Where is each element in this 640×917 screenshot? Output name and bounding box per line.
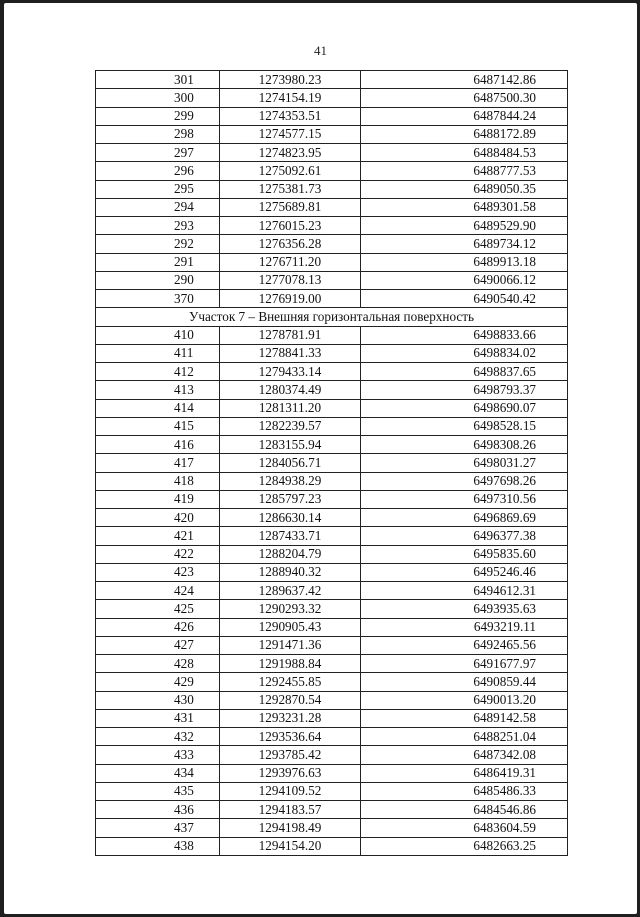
x-coordinate-cell: 1276015.23 bbox=[220, 217, 361, 235]
table-row bbox=[96, 180, 568, 198]
table-row bbox=[96, 144, 568, 162]
x-coordinate-cell: 1287433.71 bbox=[220, 527, 361, 545]
y-coordinate-cell: 6489142.58 bbox=[361, 709, 568, 727]
y-coordinate-cell: 6489913.18 bbox=[361, 253, 568, 271]
x-coordinate-cell: 1293785.42 bbox=[220, 746, 361, 764]
x-coordinate-cell: 1274154.19 bbox=[220, 89, 361, 107]
y-coordinate-cell: 6492465.56 bbox=[361, 636, 568, 654]
point-number-cell: 290 bbox=[96, 271, 220, 289]
table-row bbox=[96, 71, 568, 89]
table-row bbox=[96, 764, 568, 782]
x-coordinate-cell: 1275381.73 bbox=[220, 180, 361, 198]
table-row bbox=[96, 271, 568, 289]
x-coordinate-cell: 1290293.32 bbox=[220, 600, 361, 618]
y-coordinate-cell: 6489301.58 bbox=[361, 198, 568, 216]
section-header-row bbox=[96, 308, 568, 326]
x-coordinate-cell: 1276711.20 bbox=[220, 253, 361, 271]
point-number-cell: 429 bbox=[96, 673, 220, 691]
y-coordinate-cell: 6486419.31 bbox=[361, 764, 568, 782]
point-number-cell: 410 bbox=[96, 326, 220, 344]
table-row bbox=[96, 381, 568, 399]
x-coordinate-cell: 1274823.95 bbox=[220, 144, 361, 162]
y-coordinate-cell: 6498793.37 bbox=[361, 381, 568, 399]
x-coordinate-cell: 1293976.63 bbox=[220, 764, 361, 782]
table-row bbox=[96, 618, 568, 636]
y-coordinate-cell: 6494612.31 bbox=[361, 582, 568, 600]
x-coordinate-cell: 1282239.57 bbox=[220, 417, 361, 435]
table-row bbox=[96, 819, 568, 837]
table-row bbox=[96, 344, 568, 362]
point-number-cell: 413 bbox=[96, 381, 220, 399]
point-number-cell: 370 bbox=[96, 290, 220, 308]
coordinates-table bbox=[95, 70, 568, 856]
y-coordinate-cell: 6497698.26 bbox=[361, 472, 568, 490]
point-number-cell: 294 bbox=[96, 198, 220, 216]
x-coordinate-cell: 1288204.79 bbox=[220, 545, 361, 563]
point-number-cell: 417 bbox=[96, 454, 220, 472]
y-coordinate-cell: 6482663.25 bbox=[361, 837, 568, 855]
table-row bbox=[96, 290, 568, 308]
point-number-cell: 292 bbox=[96, 235, 220, 253]
point-number-cell: 291 bbox=[96, 253, 220, 271]
point-number-cell: 295 bbox=[96, 180, 220, 198]
point-number-cell: 415 bbox=[96, 417, 220, 435]
table-row bbox=[96, 454, 568, 472]
table-row bbox=[96, 399, 568, 417]
table-row bbox=[96, 527, 568, 545]
table-row bbox=[96, 582, 568, 600]
y-coordinate-cell: 6487342.08 bbox=[361, 746, 568, 764]
point-number-cell: 423 bbox=[96, 563, 220, 581]
table-row bbox=[96, 417, 568, 435]
table-row bbox=[96, 782, 568, 800]
y-coordinate-cell: 6487142.86 bbox=[361, 71, 568, 89]
point-number-cell: 300 bbox=[96, 89, 220, 107]
y-coordinate-cell: 6490066.12 bbox=[361, 271, 568, 289]
x-coordinate-cell: 1292870.54 bbox=[220, 691, 361, 709]
y-coordinate-cell: 6491677.97 bbox=[361, 655, 568, 673]
y-coordinate-cell: 6487500.30 bbox=[361, 89, 568, 107]
table-row bbox=[96, 217, 568, 235]
point-number-cell: 432 bbox=[96, 728, 220, 746]
point-number-cell: 297 bbox=[96, 144, 220, 162]
table-row bbox=[96, 253, 568, 271]
y-coordinate-cell: 6496377.38 bbox=[361, 527, 568, 545]
y-coordinate-cell: 6498528.15 bbox=[361, 417, 568, 435]
x-coordinate-cell: 1284938.29 bbox=[220, 472, 361, 490]
point-number-cell: 437 bbox=[96, 819, 220, 837]
table-row bbox=[96, 801, 568, 819]
point-number-cell: 426 bbox=[96, 618, 220, 636]
y-coordinate-cell: 6496869.69 bbox=[361, 509, 568, 527]
y-coordinate-cell: 6489734.12 bbox=[361, 235, 568, 253]
table-row bbox=[96, 545, 568, 563]
x-coordinate-cell: 1280374.49 bbox=[220, 381, 361, 399]
table-row bbox=[96, 107, 568, 125]
table-row bbox=[96, 125, 568, 143]
table-row bbox=[96, 673, 568, 691]
x-coordinate-cell: 1294154.20 bbox=[220, 837, 361, 855]
x-coordinate-cell: 1289637.42 bbox=[220, 582, 361, 600]
y-coordinate-cell: 6498031.27 bbox=[361, 454, 568, 472]
point-number-cell: 418 bbox=[96, 472, 220, 490]
x-coordinate-cell: 1279433.14 bbox=[220, 363, 361, 381]
table-row bbox=[96, 198, 568, 216]
y-coordinate-cell: 6488777.53 bbox=[361, 162, 568, 180]
table-row bbox=[96, 837, 568, 855]
table-row bbox=[96, 600, 568, 618]
y-coordinate-cell: 6498308.26 bbox=[361, 436, 568, 454]
x-coordinate-cell: 1277078.13 bbox=[220, 271, 361, 289]
x-coordinate-cell: 1283155.94 bbox=[220, 436, 361, 454]
table-row bbox=[96, 509, 568, 527]
y-coordinate-cell: 6490013.20 bbox=[361, 691, 568, 709]
y-coordinate-cell: 6495835.60 bbox=[361, 545, 568, 563]
table-row bbox=[96, 472, 568, 490]
x-coordinate-cell: 1291471.36 bbox=[220, 636, 361, 654]
x-coordinate-cell: 1274577.15 bbox=[220, 125, 361, 143]
table-row bbox=[96, 436, 568, 454]
x-coordinate-cell: 1276356.28 bbox=[220, 235, 361, 253]
y-coordinate-cell: 6489050.35 bbox=[361, 180, 568, 198]
point-number-cell: 301 bbox=[96, 71, 220, 89]
point-number-cell: 421 bbox=[96, 527, 220, 545]
table-row bbox=[96, 235, 568, 253]
point-number-cell: 435 bbox=[96, 782, 220, 800]
x-coordinate-cell: 1275689.81 bbox=[220, 198, 361, 216]
document-page bbox=[4, 3, 637, 914]
point-number-cell: 293 bbox=[96, 217, 220, 235]
y-coordinate-cell: 6487844.24 bbox=[361, 107, 568, 125]
point-number-cell: 422 bbox=[96, 545, 220, 563]
point-number-cell: 433 bbox=[96, 746, 220, 764]
point-number-cell: 430 bbox=[96, 691, 220, 709]
x-coordinate-cell: 1284056.71 bbox=[220, 454, 361, 472]
y-coordinate-cell: 6490859.44 bbox=[361, 673, 568, 691]
table-row bbox=[96, 746, 568, 764]
y-coordinate-cell: 6483604.59 bbox=[361, 819, 568, 837]
x-coordinate-cell: 1281311.20 bbox=[220, 399, 361, 417]
table-row bbox=[96, 363, 568, 381]
point-number-cell: 296 bbox=[96, 162, 220, 180]
table-row bbox=[96, 89, 568, 107]
x-coordinate-cell: 1275092.61 bbox=[220, 162, 361, 180]
x-coordinate-cell: 1294109.52 bbox=[220, 782, 361, 800]
x-coordinate-cell: 1291988.84 bbox=[220, 655, 361, 673]
point-number-cell: 425 bbox=[96, 600, 220, 618]
point-number-cell: 436 bbox=[96, 801, 220, 819]
page-number: 41 bbox=[314, 43, 327, 58]
point-number-cell: 416 bbox=[96, 436, 220, 454]
table-row bbox=[96, 691, 568, 709]
point-number-cell: 298 bbox=[96, 125, 220, 143]
y-coordinate-cell: 6493219.11 bbox=[361, 618, 568, 636]
point-number-cell: 431 bbox=[96, 709, 220, 727]
section-title: Участок 7 – Внешняя горизонтальная поверхность bbox=[96, 308, 568, 326]
x-coordinate-cell: 1278781.91 bbox=[220, 326, 361, 344]
table-row bbox=[96, 655, 568, 673]
x-coordinate-cell: 1290905.43 bbox=[220, 618, 361, 636]
y-coordinate-cell: 6489529.90 bbox=[361, 217, 568, 235]
table-row bbox=[96, 326, 568, 344]
x-coordinate-cell: 1292455.85 bbox=[220, 673, 361, 691]
point-number-cell: 438 bbox=[96, 837, 220, 855]
y-coordinate-cell: 6488251.04 bbox=[361, 728, 568, 746]
point-number-cell: 414 bbox=[96, 399, 220, 417]
y-coordinate-cell: 6485486.33 bbox=[361, 782, 568, 800]
y-coordinate-cell: 6495246.46 bbox=[361, 563, 568, 581]
x-coordinate-cell: 1288940.32 bbox=[220, 563, 361, 581]
table-row bbox=[96, 728, 568, 746]
point-number-cell: 299 bbox=[96, 107, 220, 125]
point-number-cell: 434 bbox=[96, 764, 220, 782]
x-coordinate-cell: 1276919.00 bbox=[220, 290, 361, 308]
table-row bbox=[96, 636, 568, 654]
point-number-cell: 411 bbox=[96, 344, 220, 362]
x-coordinate-cell: 1294183.57 bbox=[220, 801, 361, 819]
y-coordinate-cell: 6484546.86 bbox=[361, 801, 568, 819]
x-coordinate-cell: 1274353.51 bbox=[220, 107, 361, 125]
table-row bbox=[96, 709, 568, 727]
x-coordinate-cell: 1278841.33 bbox=[220, 344, 361, 362]
y-coordinate-cell: 6498837.65 bbox=[361, 363, 568, 381]
y-coordinate-cell: 6488484.53 bbox=[361, 144, 568, 162]
table-row bbox=[96, 162, 568, 180]
x-coordinate-cell: 1273980.23 bbox=[220, 71, 361, 89]
x-coordinate-cell: 1294198.49 bbox=[220, 819, 361, 837]
x-coordinate-cell: 1293536.64 bbox=[220, 728, 361, 746]
y-coordinate-cell: 6493935.63 bbox=[361, 600, 568, 618]
point-number-cell: 424 bbox=[96, 582, 220, 600]
y-coordinate-cell: 6490540.42 bbox=[361, 290, 568, 308]
x-coordinate-cell: 1285797.23 bbox=[220, 490, 361, 508]
point-number-cell: 420 bbox=[96, 509, 220, 527]
x-coordinate-cell: 1293231.28 bbox=[220, 709, 361, 727]
point-number-cell: 412 bbox=[96, 363, 220, 381]
y-coordinate-cell: 6497310.56 bbox=[361, 490, 568, 508]
y-coordinate-cell: 6498833.66 bbox=[361, 326, 568, 344]
table-row bbox=[96, 490, 568, 508]
point-number-cell: 428 bbox=[96, 655, 220, 673]
point-number-cell: 419 bbox=[96, 490, 220, 508]
y-coordinate-cell: 6498834.02 bbox=[361, 344, 568, 362]
y-coordinate-cell: 6488172.89 bbox=[361, 125, 568, 143]
x-coordinate-cell: 1286630.14 bbox=[220, 509, 361, 527]
table-row bbox=[96, 563, 568, 581]
y-coordinate-cell: 6498690.07 bbox=[361, 399, 568, 417]
point-number-cell: 427 bbox=[96, 636, 220, 654]
